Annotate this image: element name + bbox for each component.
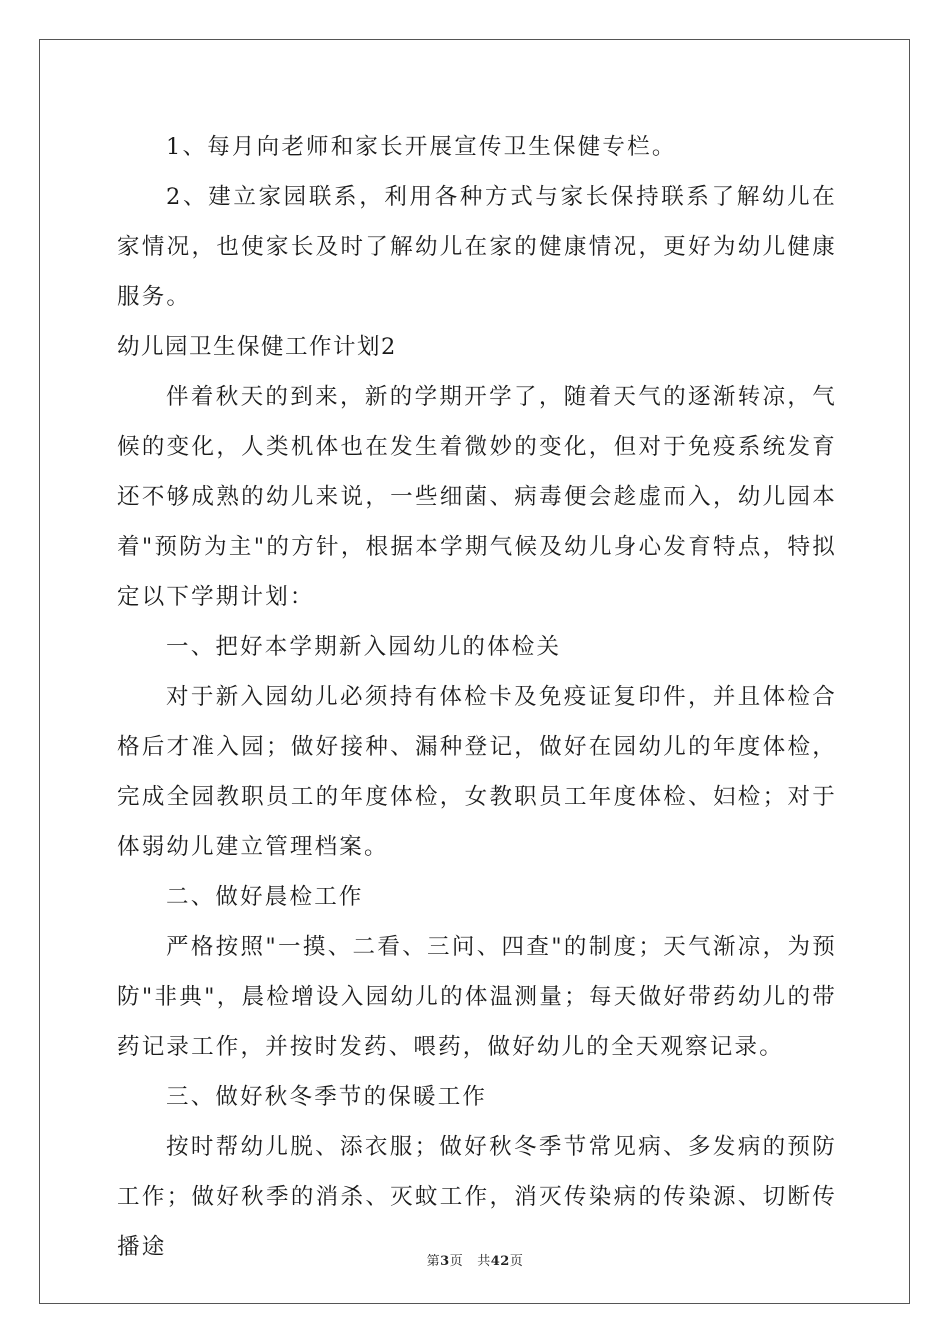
paragraph-2: 2、建立家园联系，利用各种方式与家长保持联系了解幼儿在家情况，也使家长及时了解幼儿在家的健康情况，更好为幼儿健康服务。	[117, 184, 837, 310]
page-footer	[0, 1250, 950, 1269]
paragraph-health-check: 对于新入园幼儿必须持有体检卡及免疫证复印件，并且体检合格后才准入园；做好接种、漏种登记，做好在园幼儿的年度体检，完成全园教职员工的年度体检，女教职员工年度体检、妇检；对于体弱幼儿建立管理档案。	[117, 684, 837, 860]
footer-total-suffix: 页	[509, 1254, 524, 1269]
paragraph-morning-check: 严格按照"一摸、二看、三问、四查"的制度；天气渐凉，为预防"非典"，晨检增设入园幼儿的体温测量；每天做好带药幼儿的带药记录工作，并按时发药、喂药，做好幼儿的全天观察记录。	[117, 934, 837, 1060]
section-heading-3: 三、做好秋冬季节的保暖工作	[166, 1084, 488, 1110]
section-title: 幼儿园卫生保健工作计划2	[117, 334, 397, 360]
paragraph-1: 1、每月向老师和家长开展宣传卫生保健专栏。	[166, 134, 677, 160]
document-body	[117, 122, 837, 1272]
footer-total-prefix: 共	[477, 1254, 491, 1269]
footer-prefix: 第	[426, 1254, 441, 1269]
current-page-number: 3	[440, 1254, 450, 1269]
footer-page-word: 页	[449, 1254, 464, 1269]
section-heading-1: 一、把好本学期新入园幼儿的体检关	[166, 634, 562, 660]
paragraph-warmth: 按时帮幼儿脱、添衣服；做好秋冬季节常见病、多发病的预防工作；做好秋季的消杀、灭蚊工作，消灭传染病的传染源、切断传播途	[117, 1134, 837, 1260]
section-heading-2: 二、做好晨检工作	[166, 884, 364, 910]
total-pages-number: 42	[490, 1254, 510, 1269]
paragraph-intro: 伴着秋天的到来，新的学期开学了，随着天气的逐渐转凉，气候的变化，人类机体也在发生着微妙的变化，但对于免疫系统发育还不够成熟的幼儿来说，一些细菌、病毒便会趁虚而入，幼儿园本着"预防为主"的方针，根据本学期气候及幼儿身心发育特点，特拟定以下学期计划：	[117, 384, 837, 610]
